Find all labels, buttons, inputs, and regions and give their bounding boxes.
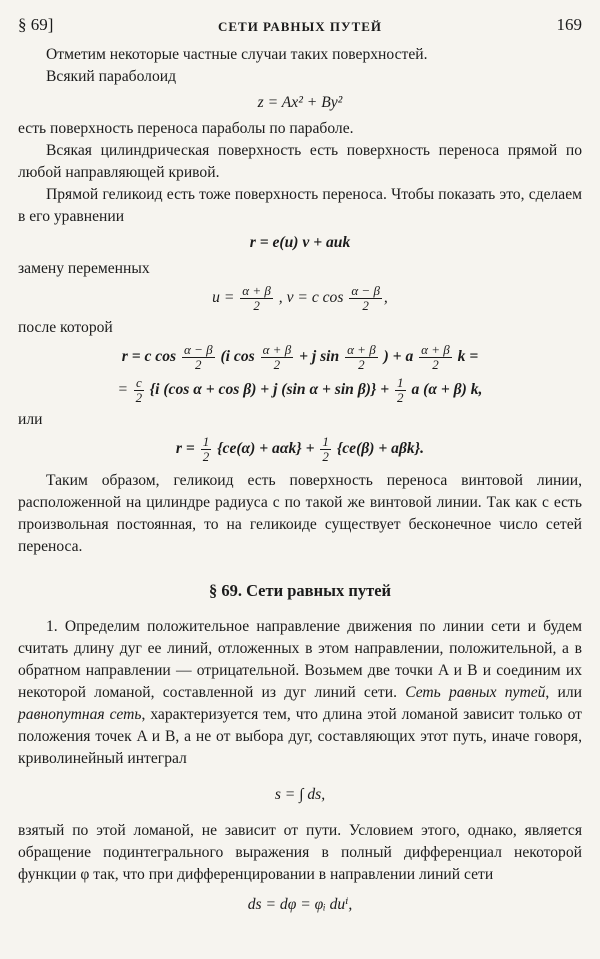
fraction: [182, 343, 215, 372]
equation-text: ) + a: [383, 348, 414, 366]
equation-text: , v = c cos: [278, 289, 344, 307]
fraction: [395, 376, 406, 405]
section-reference: § 69]: [18, 15, 54, 34]
denominator: 2: [195, 357, 202, 372]
numerator: α − β: [351, 283, 380, 298]
equation-text: r = c cos: [121, 348, 177, 366]
equation-text: (i cos: [220, 348, 255, 366]
denominator: 2: [253, 298, 260, 313]
paragraph: замену переменных: [18, 260, 150, 277]
numerator: α + β: [262, 342, 292, 357]
fraction: [240, 284, 273, 313]
denominator: 2: [273, 357, 281, 372]
equation-text: a (α + β) k,: [411, 381, 483, 399]
numerator: 1: [397, 375, 404, 390]
fraction: [349, 284, 382, 313]
equation-text: =: [117, 381, 129, 399]
numerator: 1: [202, 434, 210, 449]
fraction: [261, 343, 294, 372]
equation-text: r = e(u) v + auk: [249, 234, 351, 251]
equation-text: r =: [175, 440, 195, 458]
equation-result: [18, 435, 582, 464]
paragraph: есть поверхность переноса параболы по параболе.: [18, 120, 354, 137]
equation-integral: s = ∫ ds,: [274, 786, 326, 803]
denominator: 2: [358, 357, 365, 372]
running-title: СЕТИ РАВНЫХ ПУТЕЙ: [217, 19, 383, 34]
denominator: 2: [322, 449, 329, 464]
fraction: [419, 343, 452, 372]
paragraph: Отметим некоторые частные случаи таких поверхностей.: [46, 46, 428, 63]
paragraph: после которой: [18, 319, 113, 336]
equation-text: + j sin: [299, 348, 340, 366]
paragraph: взятый по этой ломаной, не зависит от пути. Условием этого, однако, является обращение подинтегрального выражения в полный дифференциал некоторой функции φ так, что при дифференцировании в направлении линий сети: [18, 822, 582, 883]
paragraph: Таким образом, геликоид есть поверхность переноса винтовой линии, расположенной на цилиндре радиуса c по такой же винтовой линии. Так как c есть произвольная постоянная, то на геликоиде существует бесконечное число сетей переноса.: [18, 472, 582, 555]
equation-text: u =: [212, 289, 235, 307]
text-run: , или: [545, 684, 582, 701]
equation-text: k =: [457, 348, 479, 366]
running-head: [18, 14, 582, 38]
equation-helicoid: [18, 232, 582, 254]
emphasis: Сеть равных путей: [405, 684, 546, 701]
fraction: [134, 376, 144, 405]
denominator: 2: [397, 390, 404, 405]
numerator: 1: [322, 434, 329, 449]
section-heading: § 69. Сети равных путей: [208, 581, 392, 600]
equation-text: {ce(β) + aβk}.: [336, 440, 425, 458]
denominator: 2: [202, 449, 210, 464]
numerator: α + β: [421, 342, 450, 357]
paragraph: Прямой геликоид есть тоже поверхность переноса. Чтобы показать это, сделаем в его уравнении: [18, 186, 582, 225]
page-body: [18, 44, 582, 920]
equation-paraboloid: z = Ax² + By²: [257, 94, 343, 111]
numerator: α + β: [347, 342, 376, 357]
equation-text: {i (cos α + cos β) + j (sin α + sin β)} +: [149, 381, 390, 399]
fraction: [320, 435, 331, 464]
fraction: [201, 435, 212, 464]
page-number: 169: [556, 15, 582, 34]
emphasis: равнопутная сеть: [18, 706, 142, 723]
paragraph: или: [18, 411, 43, 428]
paragraph: [18, 616, 582, 770]
numerator: c: [135, 375, 142, 390]
equation-text: {ce(α) + aαk} +: [217, 440, 315, 458]
paragraph: Всякий параболоид: [46, 68, 177, 85]
denominator: 2: [362, 298, 369, 313]
equation-expansion: [18, 343, 582, 372]
text-run: 1. Определим положительное направление движения по линии сети и будем считать длину дуг ее линий, отложенных в этом направлении, положительной, а в обратном направлении — отрицательной. Возьмем две точки A и B и соединим их некоторой ломаной, составленной из дуг линий сети.: [18, 618, 582, 701]
fraction: [345, 343, 378, 372]
numerator: α − β: [184, 342, 213, 357]
equation-differential: ds = dφ = φᵢ duⁱ,: [247, 896, 353, 913]
numerator: α + β: [242, 283, 271, 298]
equation-substitution: u = $\frac{\alpha + \beta}{2}$ , v = c cos $\frac{\alpha - \beta}{2}$ ,: [212, 283, 388, 313]
denominator: 2: [432, 357, 439, 372]
equation-expansion-continued: [18, 376, 582, 405]
denominator: 2: [135, 390, 143, 405]
paragraph: Всякая цилиндрическая поверхность есть поверхность переноса прямой по любой направляющей кривой.: [18, 142, 582, 181]
text-run: , характеризуется тем, что длина этой ломаной зависит только от положения точек A и B, а не от выбора дуг, составляющих этот путь, иначе говоря, криволинейный интеграл: [18, 706, 582, 767]
